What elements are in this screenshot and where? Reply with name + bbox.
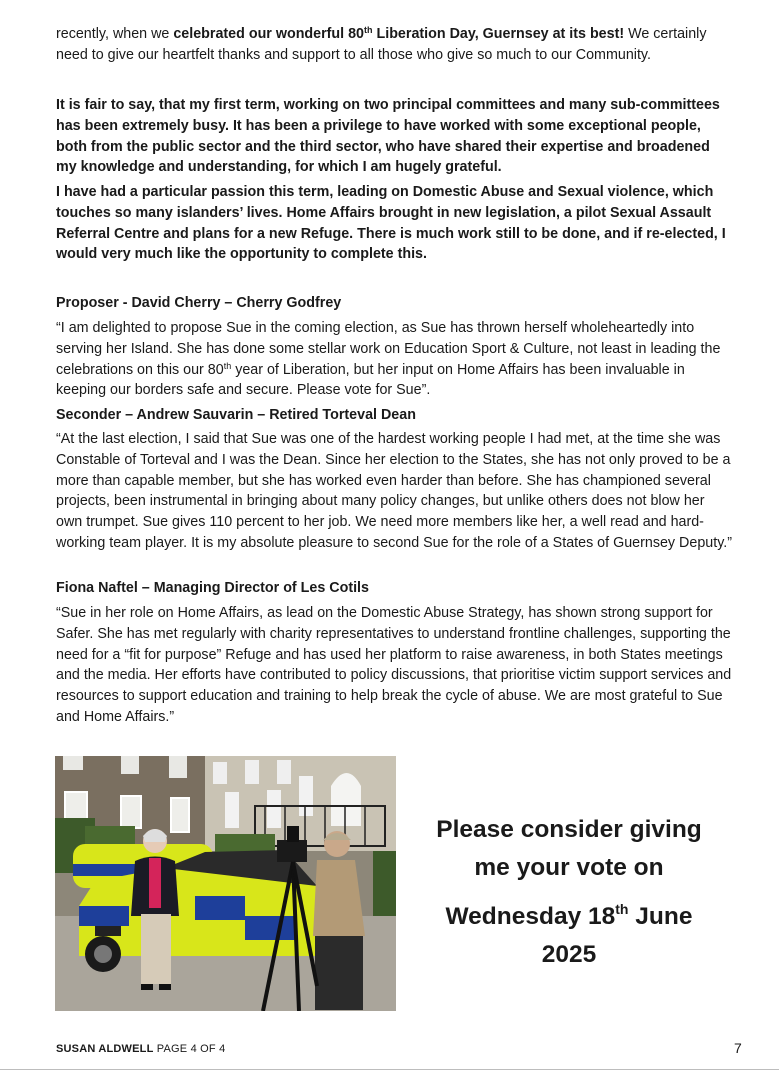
superscript: th	[615, 901, 629, 917]
quote-text: year of Liberation, but her input on Home Affairs has been invaluable in keeping our borders safe and secure. Please vote for Sue”.	[56, 361, 685, 399]
intro-text: recently, when we	[56, 26, 174, 42]
footer-divider	[0, 1069, 779, 1070]
superscript: th	[223, 360, 232, 371]
vote-date-text: Wednesday 18	[445, 903, 616, 930]
vote-appeal-line-2: me your vote on	[474, 854, 664, 881]
intro-bold-text: celebrated our wonderful 80	[173, 26, 365, 42]
intro-bold-text: Liberation Day, Guernsey at its best!	[372, 26, 625, 42]
intro-paragraph-2: It is fair to say, that my first term, working on two principal committees and many sub-committees has been extremely busy. It has been a privilege to have worked with some exceptional people, both from the public sector and the third sector, who have shared their expertise and broadened my knowledge and understanding, for which I am hugely grateful.	[56, 97, 720, 176]
quote-text: “I am delighted to propose Sue in the coming election, as Sue has thrown herself wholeheartedly into serving her Island. She has done some stellar work on Education Sport & Culture, not least in leading the celebrations on this our 80	[56, 320, 721, 378]
vote-year: 2025	[541, 941, 597, 968]
footer-name: SUSAN ALDWELL	[56, 1043, 154, 1055]
proposer-quote	[56, 318, 732, 401]
footer-page: PAGE 4 OF 4	[153, 1043, 226, 1055]
intro-text: We certainly need to give our heartfelt thanks and support to all those who give so much to our Community.	[56, 26, 707, 63]
superscript: th	[364, 25, 373, 35]
vote-date-text: June	[628, 903, 693, 930]
intro-paragraph-1	[56, 24, 732, 66]
vote-appeal-line-1: Please consider giving	[436, 816, 702, 843]
proposer-heading: Proposer - David Cherry – Cherry Godfrey	[56, 295, 342, 311]
seconder-heading: Seconder – Andrew Sauvarin – Retired Torteval Dean	[56, 407, 416, 423]
endorser-heading: Fiona Naftel – Managing Director of Les Cotils	[56, 580, 369, 596]
vote-date-line	[410, 899, 728, 935]
endorser-quote: “Sue in her role on Home Affairs, as lead on the Domestic Abuse Strategy, has shown strong support for Safer. She has met regularly with charity representatives to understand frontline challenges, supporting the need for a “fit for purpose” Refuge and has used her platform to raise awareness, in both States meetings and the media. Her efforts have contributed to policy discussions, that prioritise victim support services and resources to support education and training to help break the cycle of abuse. We are most grateful to Sue and Home Affairs.”	[56, 605, 732, 725]
seconder-quote: “At the last election, I said that Sue was one of the hardest working people I had met, at the time she was Constable of Torteval and I was the Dean. Since her election to the States, she has not only proved to be a more than capable member, but she has worked even harder than before. She has championed several projects, been instrumental in bringing about many policy changes, but unlike others does not blow her own trumpet. Sue gives 110 percent to her job. We need more members like her, a well read and hard-working team player. It is my absolute pleasure to second Sue for the role of a States of Guernsey Deputy.”	[56, 431, 733, 551]
page-number: 7	[734, 1040, 742, 1056]
intro-paragraph-3: I have had a particular passion this term, leading on Domestic Abuse and Sexual violence, which touches so many islanders’ lives. Home Affairs brought in new legislation, a pilot Sexual Assault Referral Centre and plans for a new Refuge. There is much work still to be done, and if re-elected, I would very much like the opportunity to complete this.	[56, 184, 726, 263]
campaign-photo	[55, 756, 396, 1011]
footer-label	[56, 1043, 225, 1055]
